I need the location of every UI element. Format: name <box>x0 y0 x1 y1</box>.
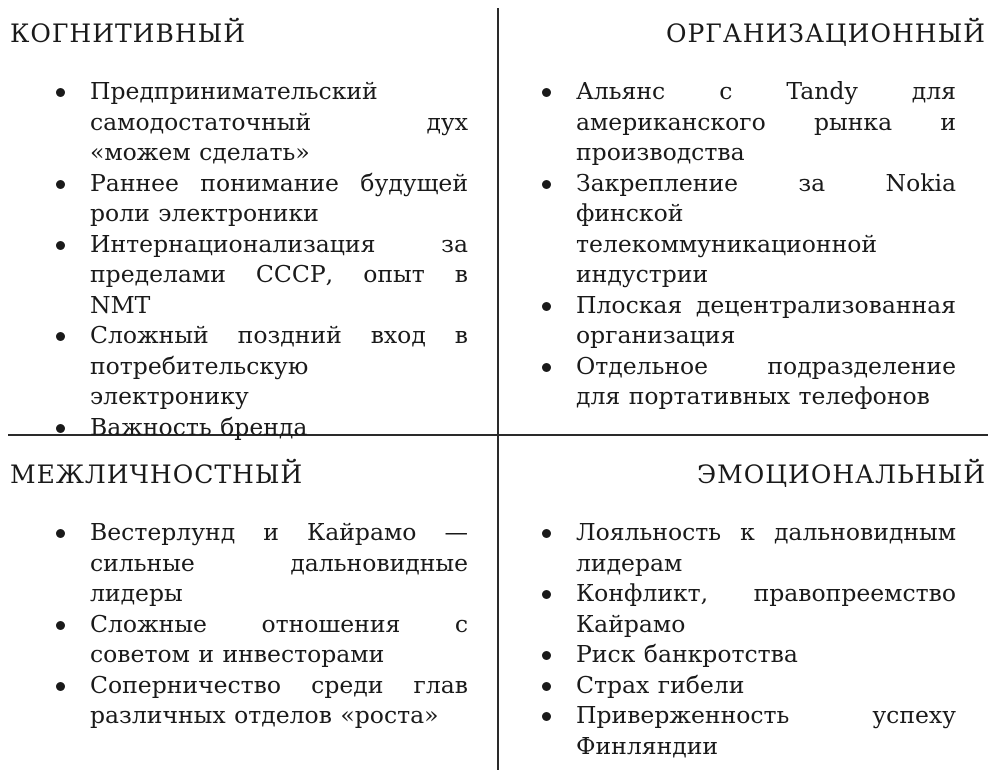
bullet-icon <box>56 88 65 97</box>
list-item <box>576 700 956 761</box>
list-item <box>576 517 956 578</box>
list-item-text: Альянс с Tandy для американского рынка и производства <box>576 77 956 166</box>
list-item-text: Отдельное подразделение для портативных телефонов <box>576 351 956 410</box>
quadrant-title: КОГНИТИВНЫЙ <box>10 19 247 48</box>
bullet-icon <box>542 529 551 538</box>
list-item-text: Сложный поздний вход в потребительскую электронику <box>90 321 468 410</box>
quadrant-interpersonal <box>10 455 478 731</box>
list-item-text: Сложные отношения с советом и инвесторами <box>90 609 468 668</box>
bullet-icon <box>542 651 551 660</box>
list-item <box>90 670 468 731</box>
list-item <box>90 168 468 229</box>
bullet-icon <box>542 590 551 599</box>
quadrant-organizational <box>510 14 986 412</box>
list-item-text: Предпринимательский самодостаточный дух «можем сделать» <box>90 77 468 166</box>
list-item <box>90 412 468 443</box>
list-item <box>576 639 956 670</box>
list-item <box>90 229 468 321</box>
bullet-icon <box>56 241 65 250</box>
bullet-icon <box>542 712 551 721</box>
list-item-text: Соперничество среди глав различных отделов «роста» <box>90 670 468 729</box>
list-item-text: Важность бренда <box>90 412 308 441</box>
quadrant-cognitive <box>10 14 478 442</box>
bullet-icon <box>56 332 65 341</box>
list-item <box>90 320 468 412</box>
list-item-text: Закрепление за Nokia финской телекоммуникационной индустрии <box>576 168 956 288</box>
list-item-text: Риск банкротства <box>576 640 798 668</box>
bullet-list <box>510 517 986 761</box>
bullet-list <box>10 517 478 731</box>
list-item-text: Страх гибели <box>576 670 745 699</box>
bullet-icon <box>56 424 65 433</box>
bullet-icon <box>56 529 65 538</box>
bullet-icon <box>56 180 65 189</box>
list-item-text: Раннее понимание будущей роли электроники <box>90 168 468 227</box>
list-item <box>576 76 956 168</box>
list-item <box>90 517 468 609</box>
bullet-list <box>510 76 986 412</box>
list-item <box>576 670 956 701</box>
list-item-text: Плоская децентрализованная организация <box>576 290 956 349</box>
list-item-text: Конфликт, правопреемство Кайрамо <box>576 579 956 638</box>
list-item-text: Приверженность успеху Финляндии <box>576 701 956 760</box>
list-item <box>90 76 468 168</box>
bullet-icon <box>542 682 551 691</box>
list-item <box>576 290 956 351</box>
quadrant-title: МЕЖЛИЧНОСТНЫЙ <box>10 460 304 489</box>
bullet-icon <box>56 621 65 630</box>
list-item <box>576 578 956 639</box>
list-item <box>90 609 468 670</box>
quadrant-title: ОРГАНИЗАЦИОННЫЙ <box>665 19 986 48</box>
bullet-icon <box>56 682 65 691</box>
list-item-text: Вестерлунд и Кайрамо — сильные дальновидные лидеры <box>90 518 468 607</box>
quadrant-title: ЭМОЦИОНАЛЬНЫЙ <box>697 460 986 489</box>
quadrant-emotional <box>510 455 986 761</box>
bullet-icon <box>542 363 551 372</box>
bullet-icon <box>542 302 551 311</box>
vertical-divider <box>497 8 499 770</box>
bullet-list <box>10 76 478 442</box>
bullet-icon <box>542 88 551 97</box>
bullet-icon <box>542 180 551 189</box>
list-item <box>576 351 956 412</box>
list-item-text: Лояльность к дальновидным лидерам <box>576 518 956 577</box>
list-item-text: Интернационализация за пределами СССР, опыт в NMT <box>90 229 468 319</box>
list-item <box>576 168 956 290</box>
